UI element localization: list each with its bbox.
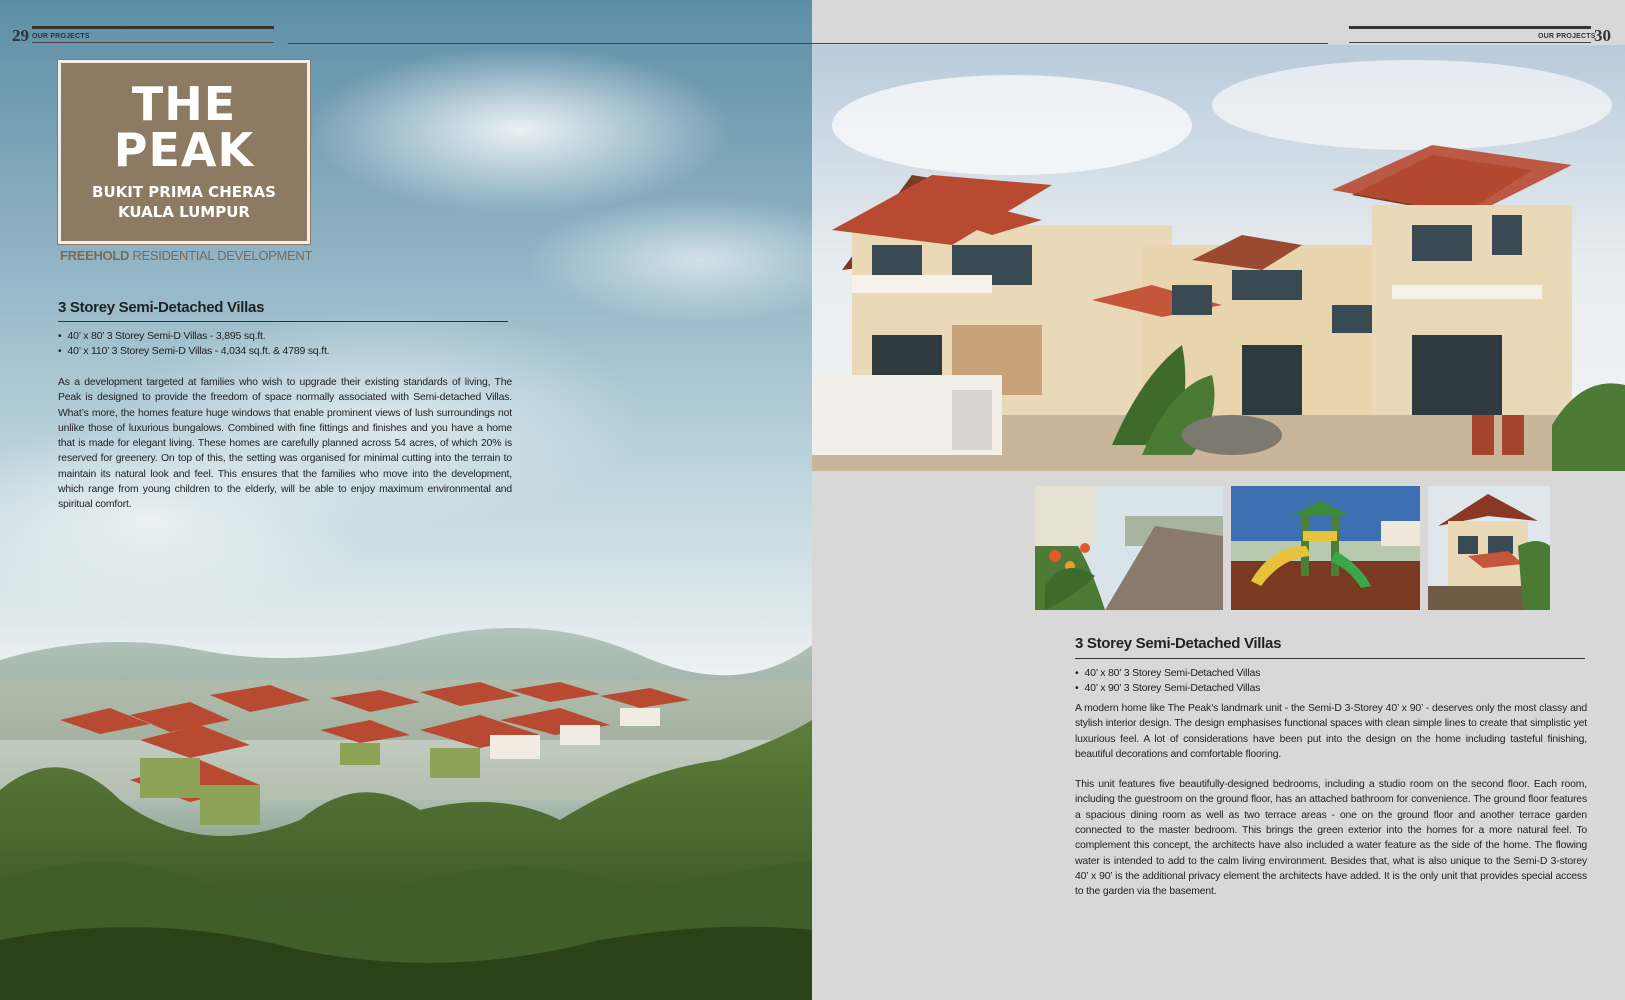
header-rule-left-thin [32, 42, 274, 43]
right-page [812, 0, 1625, 1000]
villas-heading-underline-left [58, 321, 508, 322]
freehold-bold: FREEHOLD [60, 248, 130, 263]
title-the: THE [131, 77, 237, 131]
left-page [0, 0, 812, 1000]
title-peak: PEAK [113, 123, 255, 177]
villa-main-photo [812, 45, 1625, 471]
villas-heading-underline-right [1075, 658, 1585, 659]
header-rule-right-thin [1349, 42, 1591, 43]
valley-landscape-image [0, 620, 812, 1000]
section-label-right: OUR PROJECTS [1538, 33, 1596, 40]
page-number-left: 29 [12, 26, 29, 45]
title-city: KUALA LUMPUR [118, 203, 250, 221]
freehold-label [60, 248, 312, 263]
freehold-rest: RESIDENTIAL DEVELOPMENT [129, 248, 313, 263]
list-item: • 40’ x 110’ 3 Storey Semi-D Villas - 4,034 sq.ft. & 4789 sq.ft. [58, 344, 329, 359]
project-title-box [58, 60, 310, 244]
unit-list-left [58, 329, 329, 359]
garden-path-photo [1035, 486, 1223, 610]
body-text-right [1075, 701, 1587, 900]
header-rule-left [32, 26, 274, 29]
playground-photo [1231, 486, 1420, 610]
body-text-left: As a development targeted at families who wish to upgrade their existing standards of living, The Peak is designed to provide the freedom of space normally associated with Semi-detached Villas. What’s more, the homes feature huge windows that enable prominent views of lush surroundings not unlike those of luxurious bungalows. Combined with fine fittings and finishes and you have a home that is made for elegant living. These homes are carefully planned across 54 acres, of which 20% is reserved for greenery. On top of this, the setting was organised for minimal cutting into the terrain to maintain its natural look and feel. This ensures that the families who move into the development, which range from young children to the elderly, will be able to enjoy maximum environmental and spiritual comfort. [58, 377, 512, 511]
unit-list-right [1075, 666, 1260, 696]
section-label-left: OUR PROJECTS [32, 33, 90, 40]
title-location: BUKIT PRIMA CHERAS [92, 183, 276, 201]
list-item: • 40’ x 80’ 3 Storey Semi-D Villas - 3,895 sq.ft. [58, 329, 329, 344]
list-item: • 40’ x 80’ 3 Storey Semi-Detached Villas [1075, 666, 1260, 681]
list-item: • 40’ x 90’ 3 Storey Semi-Detached Villas [1075, 681, 1260, 696]
body-paragraph-2: This unit features five beautifully-designed bedrooms, including a studio room on the second floor. Each room, including the guestroom on the ground floor, has an attached bathroom for convenience. The ground floor features a spacious dining room as well as two terrace areas - one on the ground floor and another terrace garden connected to the master bedroom. This brings the green exterior into the homes for a more natural feel. To complement this concept, the architects have also included a water feature as the side of the home. The flowing water is intended to add to the calm living environment. Besides that, what is also unique to the Semi-D 3-storey 40’ x 90’ is the additional privacy element the architects have added. It is the only unit that provides special access to the garden via the basement. [1075, 779, 1587, 898]
villa-side-photo [1428, 486, 1550, 610]
body-paragraph-1: A modern home like The Peak’s landmark unit - the Semi-D 3-Storey 40’ x 90’ - deserves only the most classy and stylish interior design. The design emphasises functional spaces with clean simple lines to create that simplistic yet luxurious feel. A lot of considerations have been put into the design on the home including tasteful finishing, beautiful decorations and comfortable flooring. [1075, 703, 1587, 760]
header-rule-spread-left [288, 43, 812, 44]
header-rule-right [1349, 26, 1591, 29]
villas-heading-left: 3 Storey Semi-Detached Villas [58, 299, 265, 316]
villas-heading-right: 3 Storey Semi-Detached Villas [1075, 635, 1282, 652]
page-number-right: 30 [1594, 26, 1611, 45]
header-rule-spread-right [812, 43, 1328, 44]
